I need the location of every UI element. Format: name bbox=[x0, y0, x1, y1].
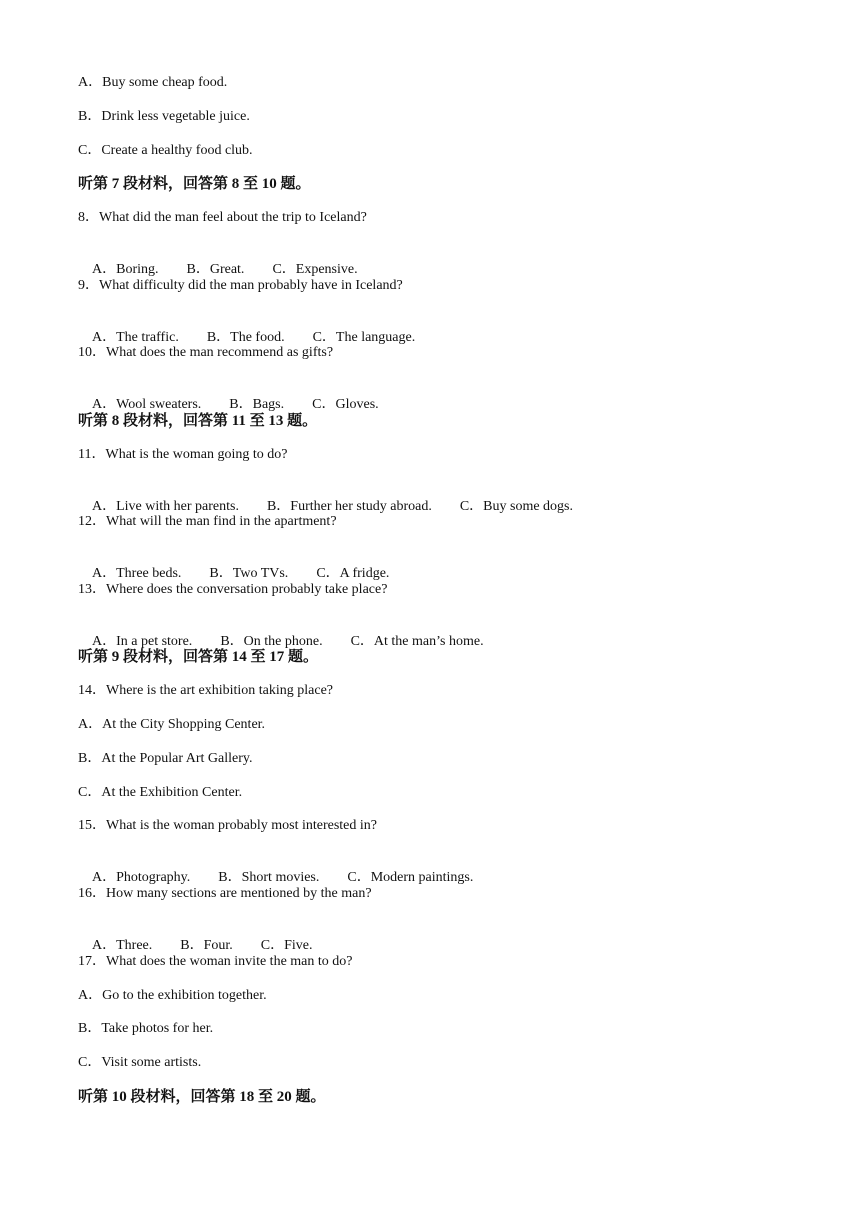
section-heading: 听第 10 段材料，回答第 18 至 20 题。 bbox=[78, 1089, 326, 1105]
option-c: C．At the Exhibition Center. bbox=[78, 785, 243, 800]
option-c: C．Gloves. bbox=[312, 397, 379, 412]
option-c: C．A fridge. bbox=[316, 566, 390, 581]
section-heading: 听第 8 段材料，回答第 11 至 13 题。 bbox=[78, 413, 318, 429]
option-a: A．Buy some cheap food. bbox=[78, 75, 228, 90]
option-b: B．Drink less vegetable juice. bbox=[78, 109, 250, 124]
question-9: 9．What difficulty did the man probably have in Iceland? bbox=[78, 278, 403, 293]
question-13: 13．Where does the conversation probably take place? bbox=[78, 582, 388, 597]
option-c: C．Five. bbox=[260, 938, 313, 953]
question-8: 8．What did the man feel about the trip to Iceland? bbox=[78, 210, 367, 225]
option-a: A．Live with her parents. bbox=[92, 499, 239, 514]
section-heading: 听第 9 段材料，回答第 14 至 17 题。 bbox=[78, 649, 319, 665]
question-16: 16．How many sections are mentioned by the man? bbox=[78, 886, 372, 901]
option-c: C．At the man’s home. bbox=[350, 634, 484, 649]
option-b: B．At the Popular Art Gallery. bbox=[78, 751, 253, 766]
question-12: 12．What will the man find in the apartment? bbox=[78, 514, 337, 529]
option-c: C．Visit some artists. bbox=[78, 1055, 202, 1070]
option-a: A．Go to the exhibition together. bbox=[78, 988, 267, 1003]
option-a: A．In a pet store. bbox=[92, 634, 193, 649]
option-b: B．On the phone. bbox=[220, 634, 323, 649]
question-17: 17．What does the woman invite the man to do? bbox=[78, 954, 353, 969]
option-b: B．Further her study abroad. bbox=[266, 499, 432, 514]
option-b: B．Short movies. bbox=[218, 870, 320, 885]
option-a: A．Three. bbox=[92, 938, 153, 953]
question-10: 10．What does the man recommend as gifts? bbox=[78, 345, 334, 360]
option-c: C．Expensive. bbox=[272, 262, 358, 277]
section-heading: 听第 7 段材料，回答第 8 至 10 题。 bbox=[78, 176, 311, 192]
option-b: B．Take photos for her. bbox=[78, 1021, 214, 1036]
option-a: A．Photography. bbox=[92, 870, 191, 885]
option-b: B．Bags. bbox=[229, 397, 285, 412]
option-c: C．Create a healthy food club. bbox=[78, 143, 253, 158]
option-b: B．Two TVs. bbox=[209, 566, 289, 581]
question-15: 15．What is the woman probably most interested in? bbox=[78, 818, 377, 833]
option-a: A．At the City Shopping Center. bbox=[78, 717, 266, 732]
option-c: C．The language. bbox=[312, 330, 416, 345]
option-a: A．Wool sweaters. bbox=[92, 397, 202, 412]
option-b: B．Great. bbox=[186, 262, 245, 277]
question-14: 14．Where is the art exhibition taking place? bbox=[78, 683, 334, 698]
option-b: B．The food. bbox=[206, 330, 285, 345]
option-c: C．Modern paintings. bbox=[347, 870, 474, 885]
option-b: B．Four. bbox=[180, 938, 233, 953]
question-11: 11．What is the woman going to do? bbox=[78, 447, 288, 462]
option-a: A．Three beds. bbox=[92, 566, 182, 581]
option-a: A．The traffic. bbox=[92, 330, 179, 345]
option-c: C．Buy some dogs. bbox=[459, 499, 574, 514]
option-a: A．Boring. bbox=[92, 262, 159, 277]
